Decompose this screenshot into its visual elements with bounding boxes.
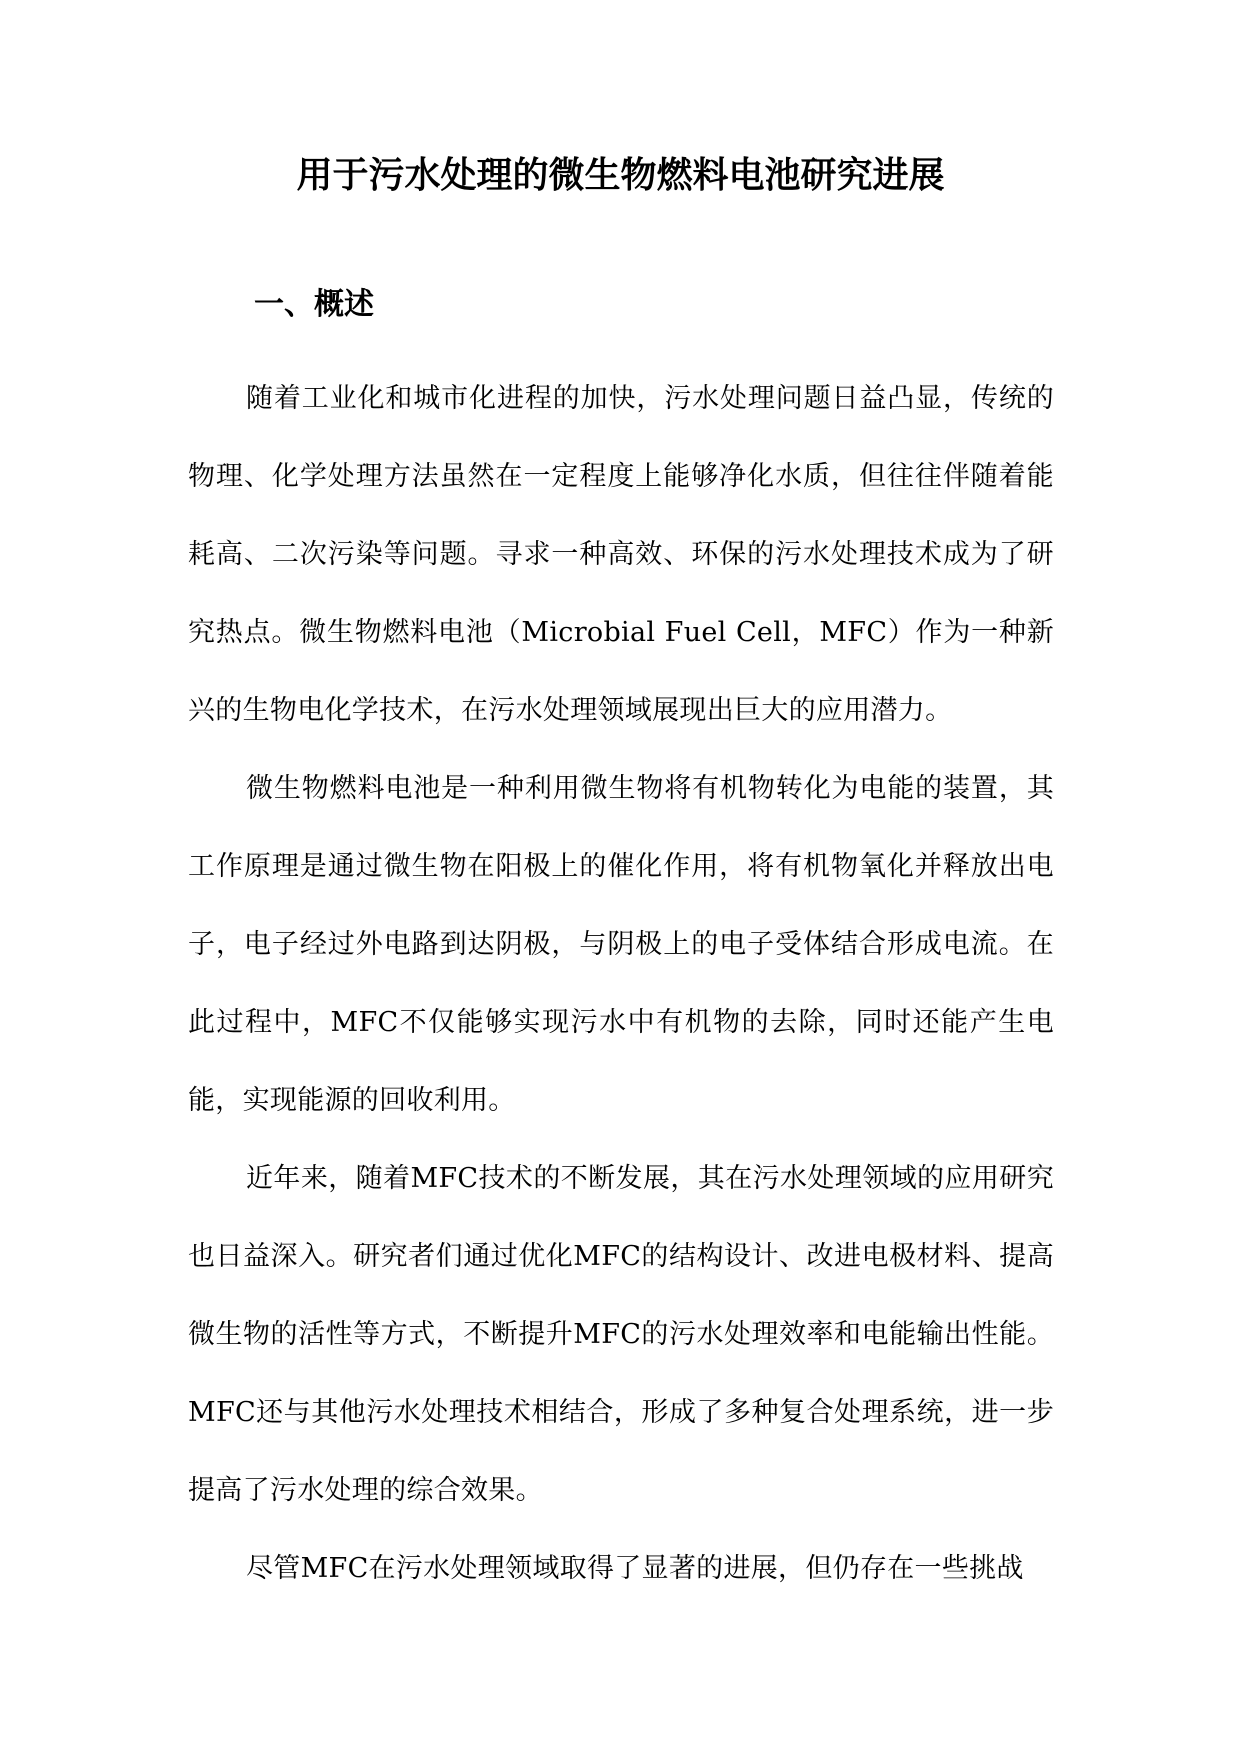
document-body [188,360,1054,1608]
paragraph-3: 近年来，随着MFC技术的不断发展，其在污水处理领域的应用研究也日益深入。研究者们通过优化MFC的结构设计、改进电极材料、提高微生物的活性等方式，不断提升MFC的污水处理效率和电能输出性能。MFC还与其他污水处理技术相结合，形成了多种复合处理系统，进一步提高了污水处理的综合效果。 [188,1163,1054,1506]
paragraph-2: 微生物燃料电池是一种利用微生物将有机物转化为电能的装置，其工作原理是通过微生物在阳极上的催化作用，将有机物氧化并释放出电子，电子经过外电路到达阴极，与阴极上的电子受体结合形成电流。在此过程中，MFC不仅能够实现污水中有机物的去除，同时还能产生电能，实现能源的回收利用。 [188,773,1054,1116]
section-heading: 一、概述 [254,287,374,322]
document-title: 用于污水处理的微生物燃料电池研究进展 [296,155,945,196]
paragraph-4: 尽管MFC在污水处理领域取得了显著的进展，但仍存在一些挑战 [246,1553,1024,1584]
paragraph-1: 随着工业化和城市化进程的加快，污水处理问题日益凸显，传统的物理、化学处理方法虽然在一定程度上能够净化水质，但往往伴随着能耗高、二次污染等问题。寻求一种高效、环保的污水处理技术成为了研究热点。微生物燃料电池（Microbial Fuel Cell，MFC）作为一种新兴的生物电化学技术，在污水处理领域展现出巨大的应用潜力。 [188,383,1054,726]
